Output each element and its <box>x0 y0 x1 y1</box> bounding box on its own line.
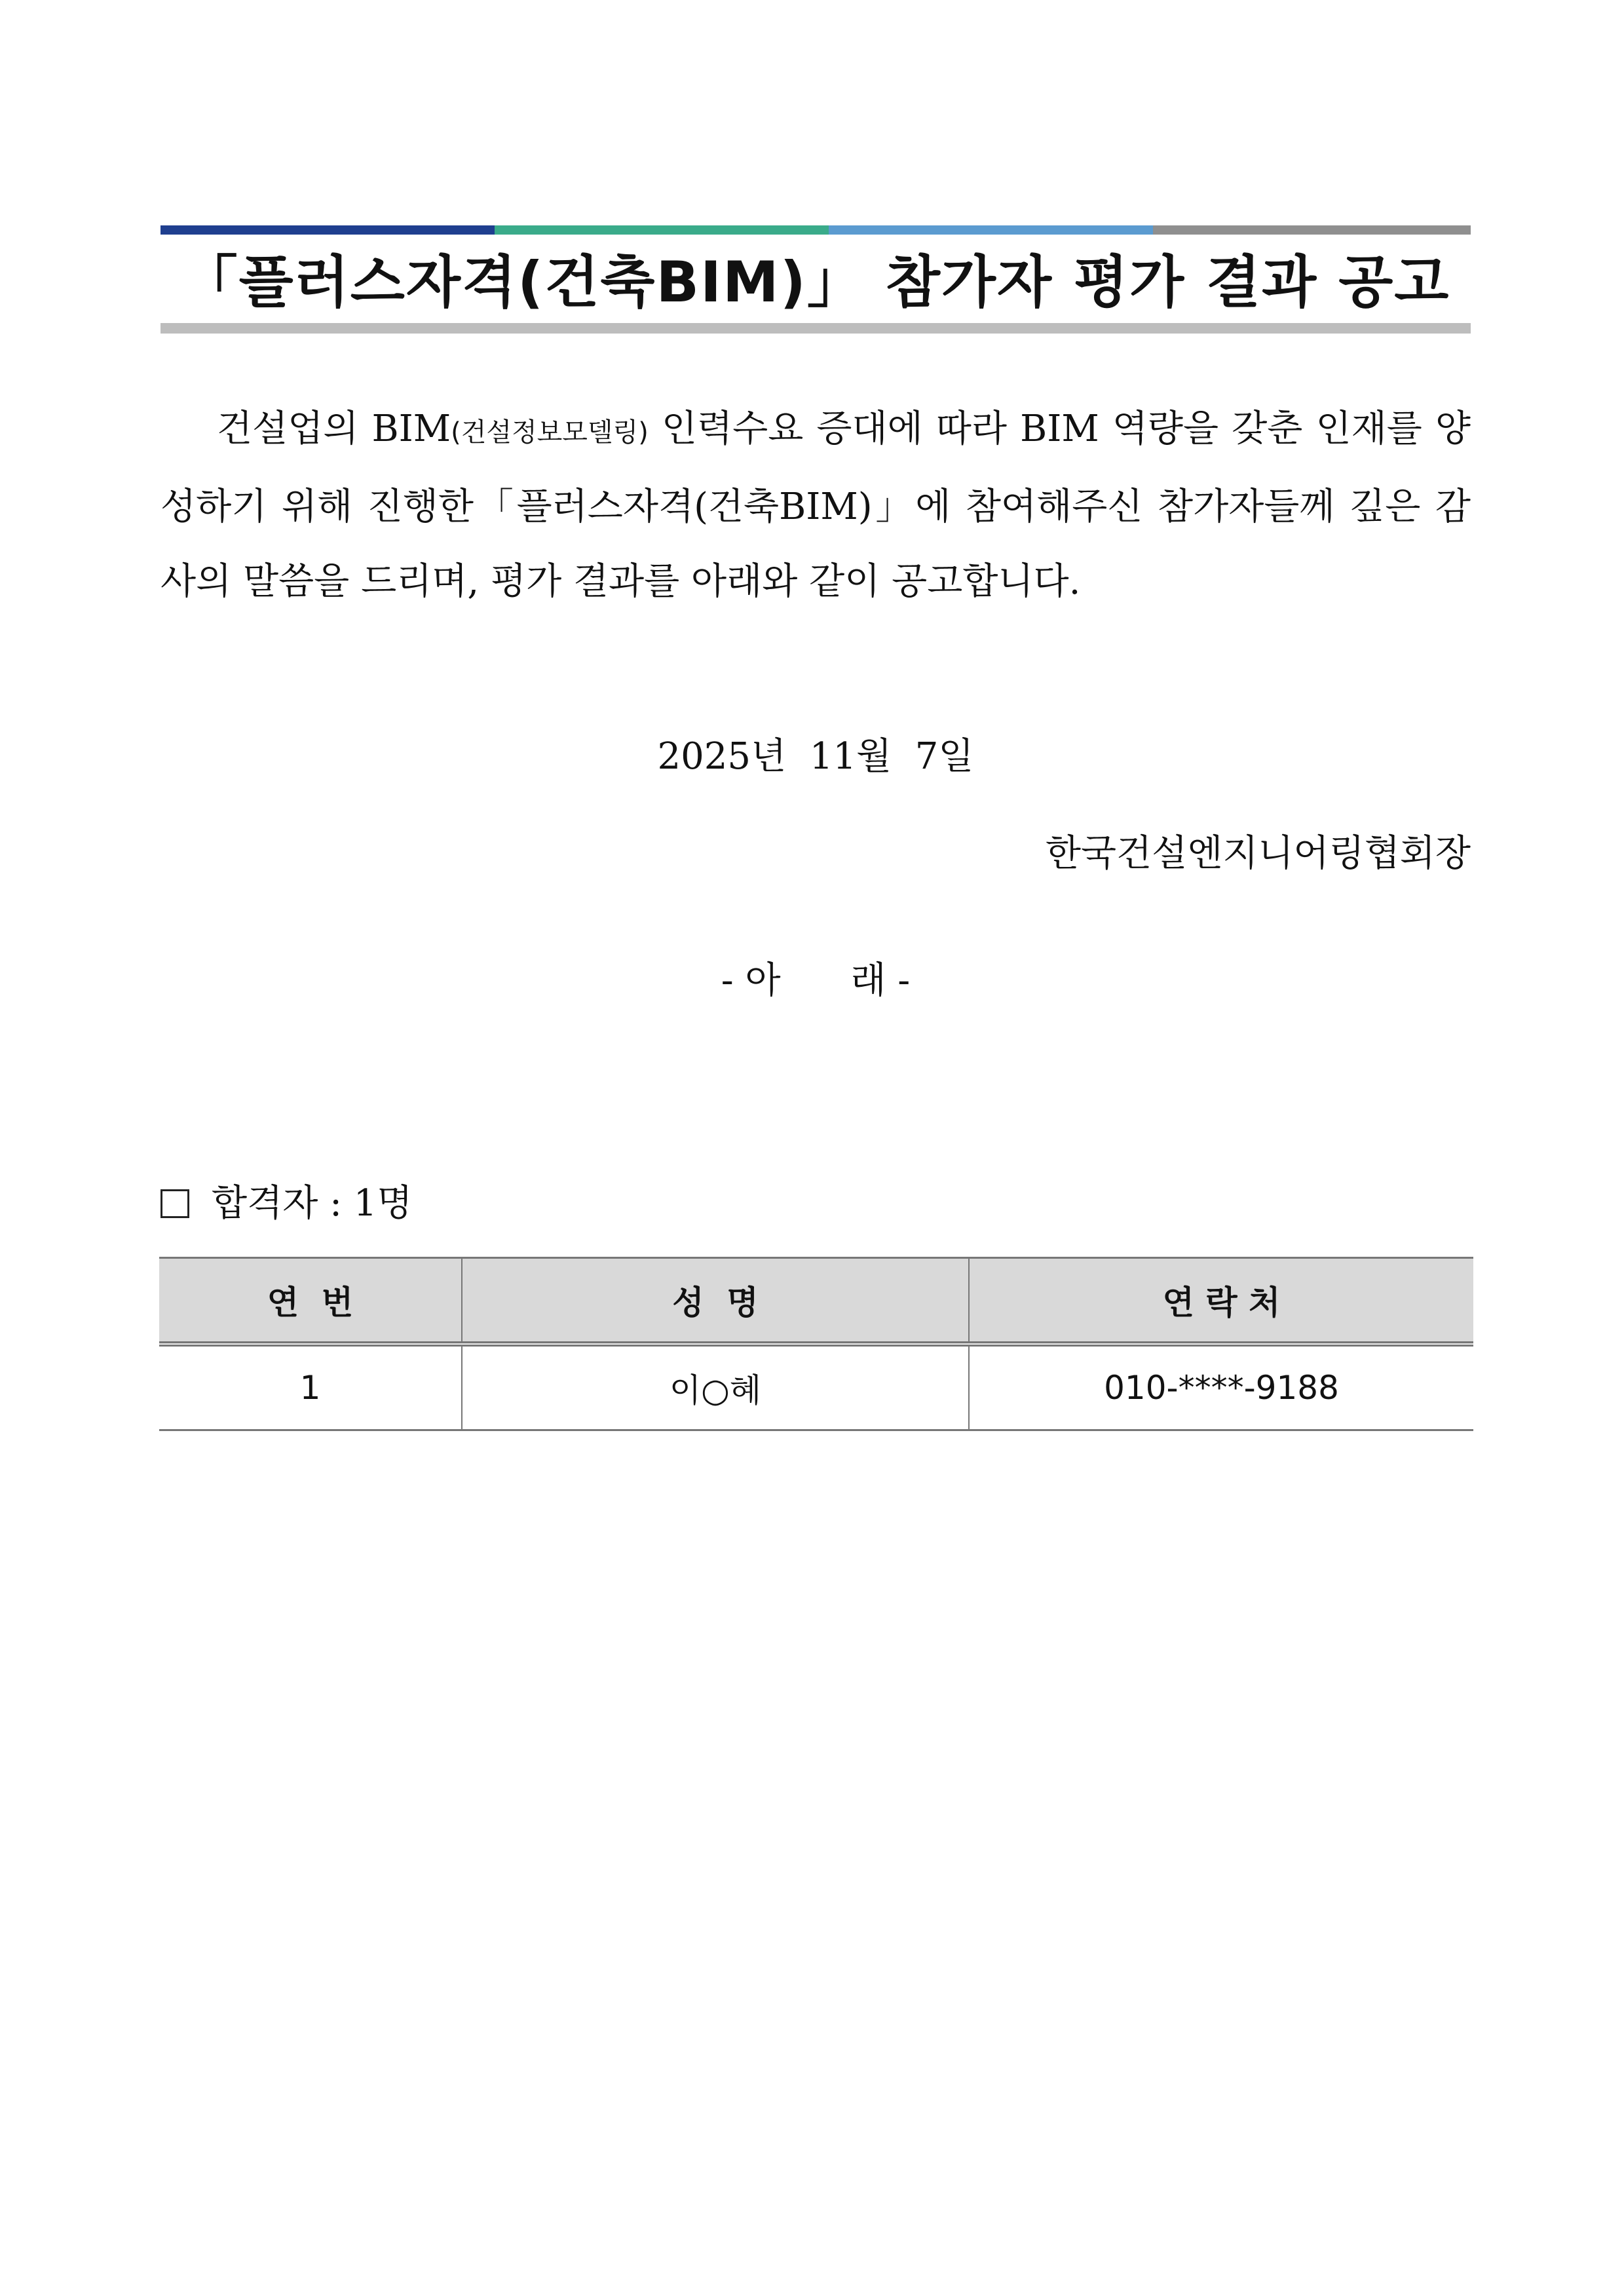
cell-name: 이○혜 <box>462 1344 969 1430</box>
cell-contact: 010-****-9188 <box>969 1344 1473 1430</box>
table-row <box>159 1344 1473 1430</box>
result-table <box>159 1257 1473 1431</box>
color-bar-segment-teal <box>495 225 829 235</box>
column-header-name: 성 명 <box>462 1258 969 1345</box>
passers-label: 합격자 : 1명 <box>212 1182 413 1225</box>
title-bottom-bar <box>161 323 1471 334</box>
issuer-signature: 한국건설엔지니어링협회장 <box>1045 832 1471 875</box>
intro-text-part2: 인력수요 증대에 따라 BIM 역량을 갖춘 인재를 양성하기 위해 진행한「플러스자격(건축BIM)」에 참여해주신 참가자들께 깊은 감사의 말씀을 드리며, 평가 결과를 아래와 같이 공고합니다. <box>161 408 1471 603</box>
column-header-number: 연 번 <box>159 1258 462 1345</box>
passers-count-line <box>161 1174 947 1233</box>
color-bar-segment-gray <box>1153 225 1471 235</box>
column-header-contact: 연 락 처 <box>969 1258 1473 1345</box>
intro-paragraph <box>161 392 1471 619</box>
intro-text-part1: 건설업의 BIM <box>217 408 451 450</box>
checkbox-square-icon <box>161 1189 189 1218</box>
color-bar-segment-blue <box>829 225 1153 235</box>
below-heading: - 아 래 - <box>721 959 911 1002</box>
intro-text-small: (건설정보모델링) <box>451 417 649 448</box>
color-bar-segment-navy <box>161 225 495 235</box>
page-title: 「플러스자격(건축BIM)」 참가자 평가 결과 공고 <box>181 250 1450 315</box>
cell-number: 1 <box>159 1344 462 1430</box>
table-header-row <box>159 1258 1473 1345</box>
title-top-color-bar <box>161 225 1471 235</box>
announcement-date: 2025년 11월 7일 <box>657 735 974 778</box>
